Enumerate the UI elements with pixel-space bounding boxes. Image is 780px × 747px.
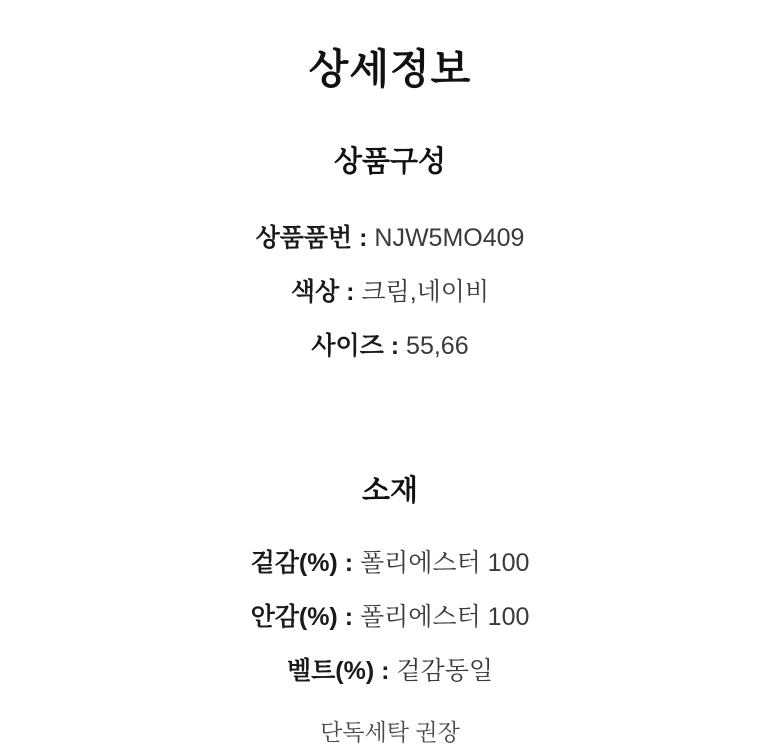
spec-separator: : (337, 603, 360, 631)
section-product-composition (0, 95, 780, 359)
spec-value: 폴리에스터 100 (359, 549, 530, 577)
page-title: 상세정보 (308, 46, 472, 92)
spec-row-color (291, 280, 489, 305)
spec-value: 55,66 (406, 332, 469, 360)
spec-value: NJW5MO409 (374, 224, 525, 252)
spec-separator: : (374, 657, 397, 685)
spec-separator: : (337, 549, 360, 577)
spec-separator: : (383, 332, 407, 360)
spec-label: 사이즈 (311, 332, 384, 360)
spec-label: 겉감(%) (250, 549, 338, 577)
section-heading-material: 소재 (361, 475, 419, 507)
spec-label: 벨트(%) (286, 657, 375, 685)
spec-row-size (311, 334, 468, 359)
spec-row-lining (251, 605, 530, 630)
section-material (0, 359, 780, 747)
spec-label: 상품품번 (255, 224, 353, 252)
section-heading-product-composition: 상품구성 (333, 146, 447, 178)
spec-label: 색상 (290, 278, 340, 306)
spec-row-belt (287, 659, 493, 684)
spec-label: 안감(%) (250, 603, 338, 631)
spec-row-outer-fabric (251, 551, 530, 576)
spec-separator: : (352, 224, 375, 252)
spec-separator: : (339, 278, 362, 306)
care-instruction-note: 단독세탁 권장 (320, 719, 460, 745)
spec-row-product-code (256, 226, 525, 251)
spec-value: 크림,네이비 (361, 278, 490, 306)
spec-value: 겉감동일 (396, 657, 493, 685)
spec-value: 폴리에스터 100 (359, 603, 530, 631)
